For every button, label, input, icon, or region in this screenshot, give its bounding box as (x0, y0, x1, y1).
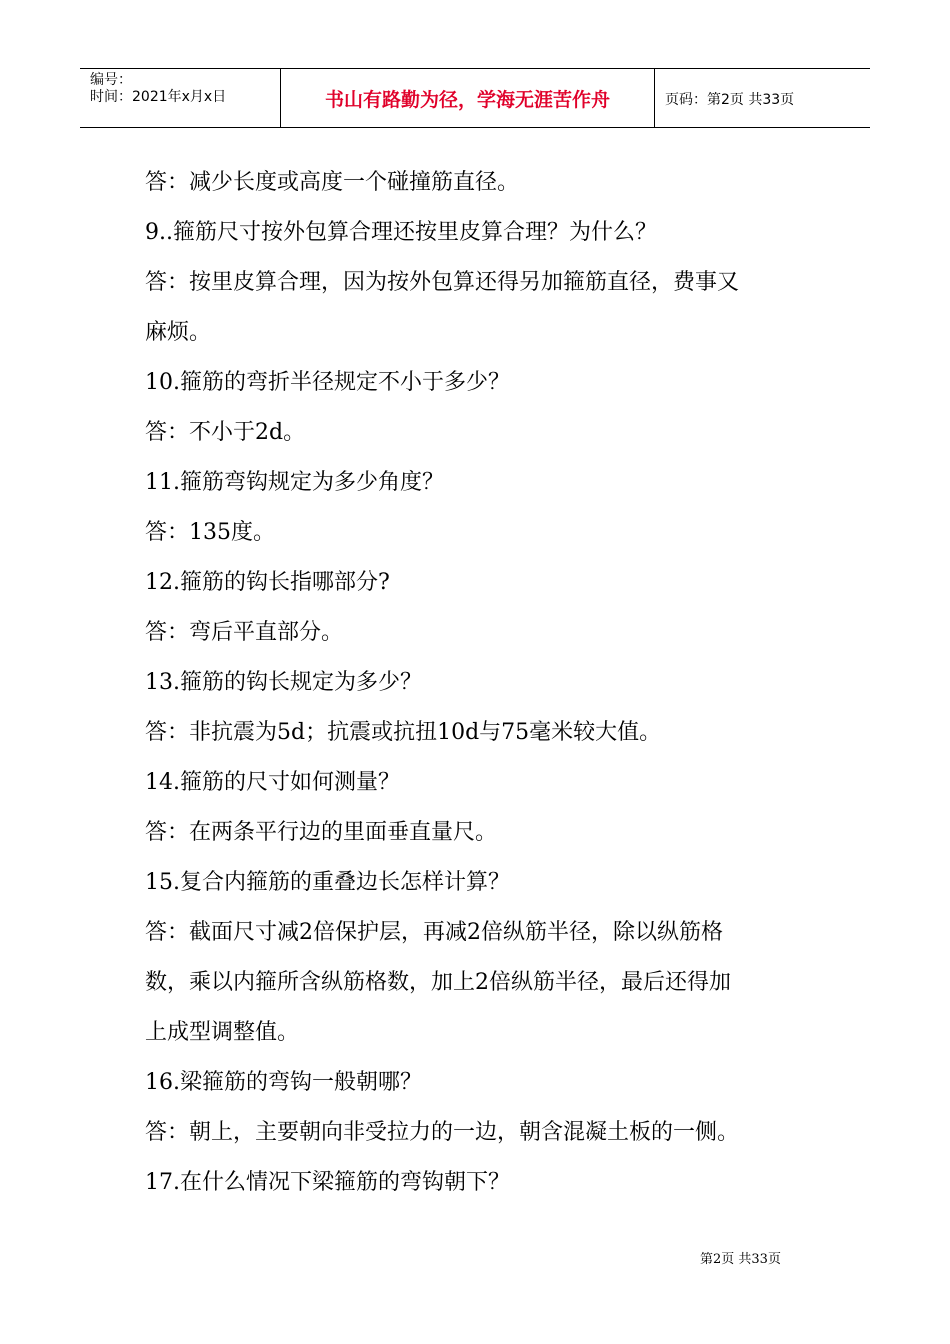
body-line: 16.梁箍筋的弯钩一般朝哪？ (145, 1070, 422, 1095)
body-line: 答：按里皮算合理，因为按外包算还得另加箍筋直径，费事又 (145, 270, 740, 295)
page-footer: 第2页 共33页 (700, 1252, 781, 1267)
document-number-label: 编号： (90, 72, 132, 88)
body-line: 答：不小于2d。 (145, 420, 306, 445)
body-line: 麻烦。 (145, 320, 212, 345)
page-header (80, 68, 870, 128)
body-line: 9..箍筋尺寸按外包算合理还按里皮算合理？为什么？ (145, 220, 657, 245)
body-line: 13.箍筋的钩长规定为多少？ (145, 670, 422, 695)
body-line: 12.箍筋的钩长指哪部分? (145, 570, 390, 595)
body-line: 答：非抗震为5d；抗震或抗扭10d与75毫米较大值。 (145, 720, 662, 745)
body-line: 17.在什么情况下梁箍筋的弯钩朝下？ (145, 1170, 510, 1195)
body-line: 11.箍筋弯钩规定为多少角度？ (145, 470, 444, 495)
body-line: 答：减少长度或高度一个碰撞筋直径。 (145, 170, 520, 195)
body-line: 14.箍筋的尺寸如何测量？ (145, 770, 400, 795)
body-line: 答：朝上，主要朝向非受拉力的一边，朝含混凝土板的一侧。 (145, 1120, 740, 1145)
body-line: 答：135度。 (145, 520, 275, 545)
body-line: 答：弯后平直部分。 (145, 620, 344, 645)
header-motto: 书山有路勤为径，学海无涯苦作舟 (281, 69, 655, 128)
body-line: 15.复合内箍筋的重叠边长怎样计算？ (145, 870, 510, 895)
document-body (145, 158, 825, 1208)
body-line: 10.箍筋的弯折半径规定不小于多少？ (145, 370, 510, 395)
header-page-info: 页码：第2页 共33页 (665, 91, 795, 108)
body-line: 答：在两条平行边的里面垂直量尺。 (145, 820, 498, 845)
body-line: 答：截面尺寸减2倍保护层，再减2倍纵筋半径，除以纵筋格 (145, 920, 723, 945)
document-time-label: 时间：2021年x月x日 (90, 89, 227, 105)
body-line: 数，乘以内箍所含纵筋格数，加上2倍纵筋半径，最后还得加 (145, 970, 731, 995)
body-line: 上成型调整值。 (145, 1020, 300, 1045)
header-meta (80, 69, 281, 128)
